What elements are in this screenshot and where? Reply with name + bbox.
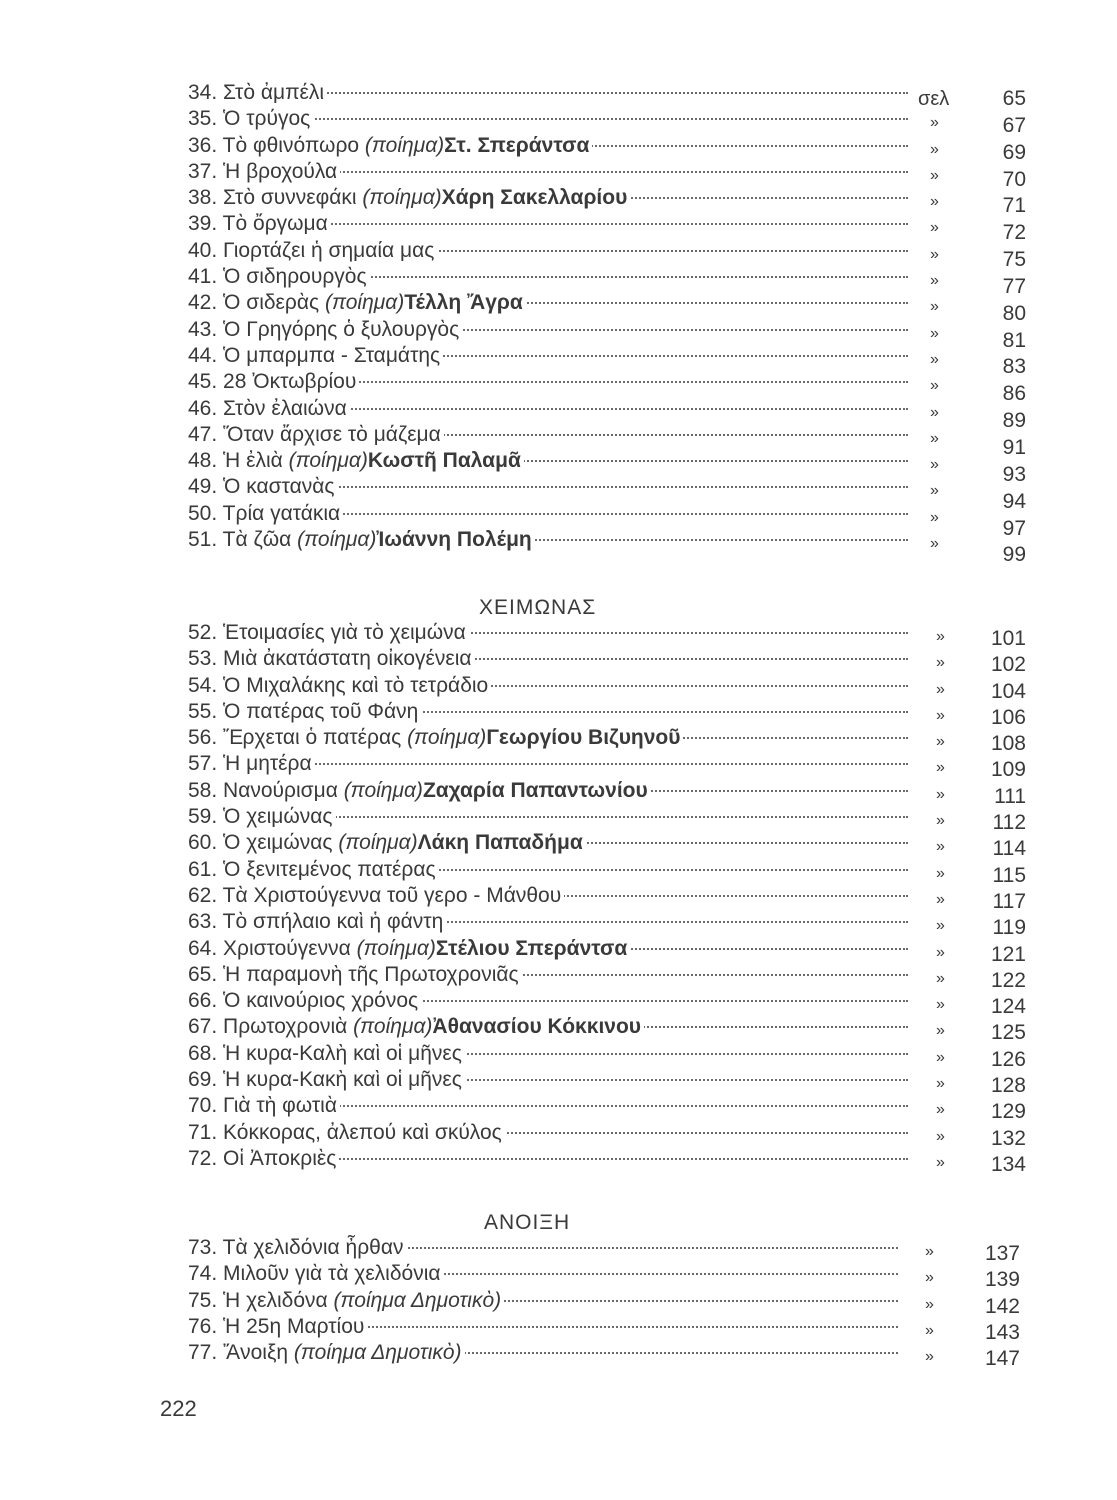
entry-title-text: Κόκκορας, ἀλεπού καὶ σκύλος (223, 1120, 502, 1144)
entry-page-mark: » (936, 759, 945, 777)
entry-number: 38. (188, 186, 218, 210)
entry-title-text: Ὁ Γρηγόρης ὁ ξυλουργὸς (223, 317, 460, 341)
entry-title (188, 185, 630, 211)
entry-number: 75. (188, 1288, 218, 1312)
entry-page-number: 70 (1002, 167, 1026, 191)
entry-title (188, 699, 421, 725)
entry-title-text: Ἡ ἐλιὰ (223, 449, 283, 473)
toc-section-winter (188, 620, 1048, 1176)
entry-title (188, 936, 630, 962)
entry-page-number: 142 (984, 1294, 1020, 1318)
entry-page-number: 112 (992, 811, 1026, 835)
entry-title-text: Ὁ καινούριος χρόνος (223, 989, 419, 1013)
section-header-spring: ΑΝΟΙΞΗ (484, 1211, 571, 1234)
entry-page-mark: » (930, 377, 939, 395)
entry-page-number: 71 (1002, 194, 1026, 218)
entry-note: (ποίημα) (297, 528, 377, 552)
entry-title-text: Τὰ ζῶα (222, 528, 292, 552)
entry-page-mark: » (930, 403, 939, 421)
entry-title (188, 317, 462, 343)
entry-number: 41. (188, 265, 218, 289)
toc-entry (188, 159, 1048, 191)
toc-section-autumn (188, 80, 1048, 567)
toc-entry (188, 1146, 1048, 1176)
entry-page-mark: » (936, 969, 945, 987)
entry-title (188, 396, 350, 422)
entry-page-number: 106 (990, 705, 1026, 729)
entry-page-mark: » (936, 864, 945, 882)
toc-entry (188, 527, 1048, 567)
entry-number: 47. (188, 422, 218, 446)
entry-page-mark: » (925, 1295, 934, 1313)
entry-page-mark: » (936, 1048, 945, 1066)
entry-page-mark: » (936, 785, 945, 803)
entry-page-mark: » (930, 245, 939, 263)
entry-title-text: Ἄνοιξη (223, 1341, 289, 1365)
entry-page-mark: » (936, 1127, 945, 1145)
toc-entry (188, 396, 1048, 433)
entry-title (188, 343, 443, 369)
entry-page-mark: » (930, 193, 939, 211)
entry-title-text: Τὸ ὄργωμα (222, 212, 328, 236)
entry-note: (ποίημα) (353, 1015, 433, 1039)
entry-page-number: 122 (990, 968, 1026, 992)
entry-note: (ποίημα) (343, 778, 423, 802)
entry-page-number: 102 (990, 653, 1026, 677)
toc-entry (188, 751, 1048, 782)
entry-title-text: Ὁ τρύγος (223, 107, 311, 131)
entry-page-mark: » (930, 140, 939, 158)
entry-title (188, 80, 327, 106)
entry-author: Τέλλη Ἄγρα (404, 291, 523, 315)
entry-title-text: Μιὰ ἀκατάστατη οἰκογένεια (223, 647, 472, 671)
toc-list (188, 620, 1048, 1176)
entry-title-text: Ἡ κυρα-Κακὴ καὶ οἱ μῆνες (223, 1068, 462, 1092)
entry-title (188, 1235, 406, 1261)
toc-entry (188, 778, 1048, 808)
entry-title-text: Ὁ χειμώνας (223, 831, 333, 855)
entry-page-number: 134 (990, 1152, 1026, 1176)
entry-title (188, 988, 421, 1014)
entry-title (188, 883, 564, 909)
entry-page-number: 72 (1002, 221, 1026, 245)
entry-author: Κωστῆ Παλαμᾶ (367, 449, 521, 473)
entry-title (188, 1014, 644, 1040)
entry-page-number: 121 (990, 942, 1026, 966)
entry-title (188, 369, 359, 395)
toc-entry (188, 962, 1048, 992)
toc-entry (188, 369, 1048, 406)
entry-title (188, 962, 522, 988)
entry-page-number: 147 (984, 1347, 1020, 1371)
entry-title (188, 1340, 465, 1366)
entry-title (188, 238, 437, 264)
entry-title (188, 751, 315, 777)
entry-title (188, 620, 469, 646)
entry-note: (ποίημα Δημοτικὸ) (333, 1288, 502, 1312)
entry-title (188, 474, 338, 500)
entry-page-number: 117 (992, 889, 1026, 913)
entry-page-number: 65 (1002, 87, 1026, 110)
entry-number: 54. (188, 673, 218, 697)
entry-page-mark: » (930, 166, 939, 184)
entry-page-number: 86 (1002, 382, 1026, 406)
toc-entry (188, 936, 1048, 966)
entry-page-number: 77 (1002, 274, 1026, 298)
entry-page-number: 108 (990, 732, 1026, 756)
entry-note: (ποίημα) (364, 133, 445, 157)
entry-title (188, 1067, 465, 1093)
entry-title-text: Οἱ Ἀποκριὲς (223, 1146, 337, 1170)
entry-page-mark: » (925, 1269, 934, 1287)
toc-entry (188, 699, 1048, 729)
toc-entry (188, 264, 1048, 298)
entry-number: 43. (188, 317, 218, 341)
entry-title (188, 1146, 339, 1172)
entry-title (188, 830, 586, 856)
entry-page-mark: » (936, 943, 945, 961)
entry-number: 64. (188, 936, 218, 960)
entry-page-mark: » (930, 482, 939, 500)
entry-page-number: 125 (990, 1021, 1026, 1045)
entry-page-number: 124 (990, 995, 1026, 1019)
toc-entry (188, 1288, 1048, 1318)
entry-note: (ποίημα) (356, 936, 436, 960)
entry-page-number: 101 (990, 627, 1026, 650)
entry-title (188, 778, 651, 804)
entry-page-mark: » (930, 456, 939, 474)
entry-title (188, 1120, 505, 1146)
entry-page-mark: » (930, 350, 939, 368)
entry-note: (ποίημα) (288, 449, 368, 473)
entry-note: (ποίημα) (407, 726, 487, 750)
entry-title (188, 422, 444, 448)
entry-number: 37. (188, 159, 218, 183)
entry-page-number: 114 (992, 837, 1026, 861)
entry-note: (ποίημα) (362, 186, 442, 210)
toc-entry (188, 909, 1048, 940)
entry-page-mark: » (936, 917, 945, 935)
entry-title (188, 448, 524, 474)
entry-page-mark: » (925, 1321, 934, 1339)
entry-title-text: Πρωτοχρονιὰ (223, 1015, 348, 1039)
toc-entry (188, 988, 1048, 1019)
entry-page-mark: » (930, 324, 939, 342)
entry-title-text: Ὁ σιδερὰς (223, 291, 320, 315)
entry-page-number: 109 (990, 758, 1026, 782)
toc-entry (188, 857, 1048, 887)
entry-page-number: 128 (990, 1074, 1026, 1098)
entry-author: Στ. Σπεράντσα (444, 133, 590, 157)
entry-title (188, 804, 336, 830)
entry-number: 59. (188, 805, 218, 829)
entry-title-text: Ὁ Μιχαλάκης καὶ τὸ τετράδιο (223, 673, 489, 697)
toc-entry (188, 80, 1048, 110)
entry-author: Λάκη Παπαδήμα (417, 831, 583, 855)
entry-title-text: Νανούρισμα (223, 778, 338, 802)
toc-entry (188, 620, 1048, 650)
entry-title-text: Ὅταν ἄρχισε τὸ μάζεμα (223, 422, 441, 446)
entry-title-text: Ἡ χελιδόνα (223, 1288, 328, 1312)
entry-title (188, 527, 535, 553)
entry-page-number: 89 (1002, 409, 1026, 433)
toc-entry (188, 290, 1048, 325)
entry-number: 53. (188, 647, 218, 671)
entry-title-text: Ὁ καστανὰς (223, 475, 335, 499)
entry-number: 73. (188, 1236, 218, 1259)
entry-page-number: 143 (984, 1320, 1020, 1344)
entry-page-number: 99 (1002, 543, 1026, 567)
entry-title-text: Χριστούγεννα (223, 936, 351, 960)
entry-number: 40. (188, 238, 218, 262)
entry-number: 71. (188, 1120, 218, 1144)
entry-page-mark: » (930, 298, 939, 316)
entry-title-text: Τὸ σπήλαιο καὶ ἡ φάντη (222, 910, 444, 934)
entry-title-text: Ἡ παραμονὴ τῆς Πρωτοχρονιᾶς (223, 962, 519, 986)
entry-title-text: Ὁ χειμώνας (223, 805, 333, 829)
entry-page-number: 132 (990, 1126, 1026, 1150)
entry-number: 48. (188, 449, 218, 473)
entry-page-mark: » (936, 996, 945, 1014)
entry-page-number: 81 (1002, 328, 1026, 352)
entry-page-number: 126 (990, 1047, 1026, 1071)
entry-page-mark: » (936, 654, 945, 672)
entry-author: Στέλιου Σπεράντσα (435, 936, 628, 960)
entry-page-number: 91 (1002, 436, 1026, 459)
entry-title-text: Ἔρχεται ὁ πατέρας (223, 726, 402, 750)
toc-entry (188, 883, 1048, 913)
entry-note: (ποίημα Δημοτικὸ) (293, 1341, 462, 1365)
toc-entry (188, 1041, 1048, 1071)
toc-entry (188, 185, 1048, 218)
entry-title (188, 159, 340, 185)
entry-number: 62. (188, 883, 218, 907)
entry-number: 34. (188, 81, 218, 104)
entry-number: 66. (188, 989, 218, 1013)
entry-title (188, 211, 331, 237)
entry-title (188, 1093, 340, 1119)
toc-entry (188, 1093, 1048, 1124)
entry-page-mark: » (930, 219, 939, 237)
toc-entry (188, 725, 1048, 756)
entry-title-text: Τρία γατάκια (222, 501, 341, 525)
entry-title-text: Ὁ πατέρας τοῦ Φάνη (223, 699, 419, 723)
toc-entry (188, 646, 1048, 677)
entry-title (188, 857, 439, 883)
entry-page-mark: » (936, 1022, 945, 1040)
entry-title (188, 725, 683, 751)
entry-number: 44. (188, 343, 218, 367)
entry-page-mark: » (936, 628, 945, 645)
entry-page-number: 104 (990, 679, 1026, 703)
entry-page-mark: » (936, 680, 945, 698)
entry-page-mark: σελ (918, 88, 950, 110)
entry-page-mark: » (936, 1153, 945, 1171)
entry-number: 77. (188, 1341, 218, 1365)
toc-entry (188, 238, 1048, 272)
entry-title-text: 28 Ὀκτωβρίου (223, 370, 357, 394)
entry-number: 42. (188, 291, 218, 315)
entry-number: 69. (188, 1068, 218, 1092)
entry-number: 63. (188, 910, 218, 934)
entry-title-text: Στὸ ἀμπέλι (223, 81, 325, 104)
entry-title (188, 106, 313, 132)
entry-title-text: Ἡ βροχούλα (223, 159, 338, 183)
entry-title-text: Γιορτάζει ἡ σημαία μας (223, 238, 435, 262)
entry-page-number: 80 (1002, 301, 1026, 325)
entry-title-text: Ἑτοιμασίες γιὰ τὸ χειμώνα (223, 621, 466, 644)
entry-page-mark: » (930, 272, 939, 290)
entry-number: 49. (188, 475, 218, 499)
page-number: 222 (160, 1396, 197, 1421)
entry-page-number: 115 (992, 863, 1026, 887)
entry-number: 57. (188, 752, 218, 776)
entry-title (188, 133, 592, 159)
entry-title-text: Ὁ μπαρμπα - Σταμάτης (223, 343, 441, 367)
toc-entry (188, 1235, 1048, 1265)
entry-page-mark: » (930, 535, 939, 553)
entry-number: 56. (188, 726, 218, 750)
toc-section-spring (188, 1235, 1048, 1371)
entry-page-mark: » (925, 1348, 934, 1366)
entry-page-mark: » (930, 508, 939, 526)
toc-entry (188, 448, 1048, 486)
entry-title (188, 673, 491, 699)
toc-entry (188, 1120, 1048, 1150)
entry-number: 68. (188, 1041, 218, 1065)
entry-title-text: Γιὰ τὴ φωτιὰ (223, 1094, 337, 1118)
toc-entry (188, 211, 1048, 245)
entry-number: 50. (188, 501, 218, 525)
entry-author: Ἀθανασίου Κόκκινου (432, 1015, 642, 1039)
entry-page-number: 139 (984, 1268, 1020, 1292)
entry-author: Γεωργίου Βιζυηνοῦ (486, 726, 681, 750)
entry-title (188, 290, 526, 316)
toc-entry (188, 1340, 1048, 1371)
entry-title-text: Στὸ συννεφάκι (223, 186, 357, 210)
entry-title-text: Ἡ κυρα-Καλὴ καὶ οἱ μῆνες (223, 1041, 462, 1065)
entry-number: 72. (188, 1146, 218, 1170)
entry-title-text: Στὸν ἐλαιώνα (223, 396, 347, 420)
entry-title (188, 909, 446, 935)
entry-title-text: Ὁ ξενιτεμένος πατέρας (223, 857, 436, 881)
entry-page-number: 119 (992, 916, 1026, 940)
entry-page-number: 137 (984, 1242, 1020, 1265)
entry-page-mark: » (936, 1101, 945, 1119)
entry-page-mark: » (936, 1075, 945, 1093)
toc-entry (188, 317, 1048, 352)
entry-title-text: Ὁ σιδηρουργὸς (223, 265, 367, 289)
toc-entry (188, 422, 1048, 459)
toc-entry (188, 343, 1048, 379)
entry-number: 74. (188, 1262, 218, 1286)
toc-entry (188, 1014, 1048, 1045)
toc-entry (188, 1314, 1048, 1344)
section-header-winter: ΧΕΙΜΩΝΑΣ (479, 596, 597, 619)
entry-page-number: 111 (994, 784, 1026, 808)
entry-page-number: 97 (1002, 516, 1026, 540)
entry-number: 58. (188, 778, 218, 802)
toc-entry (188, 1067, 1048, 1098)
entry-number: 52. (188, 621, 218, 644)
entry-title (188, 1041, 465, 1067)
entry-page-mark: » (925, 1243, 934, 1260)
entry-title (188, 264, 370, 290)
entry-number: 76. (188, 1314, 218, 1338)
entry-number: 70. (188, 1094, 218, 1118)
entry-page-number: 129 (990, 1100, 1026, 1124)
entry-page-mark: » (936, 812, 945, 830)
entry-number: 36. (188, 133, 218, 157)
toc-list (188, 80, 1048, 567)
entry-page-number: 93 (1002, 462, 1026, 486)
entry-title (188, 1261, 444, 1287)
entry-number: 46. (188, 396, 218, 420)
entry-number: 65. (188, 962, 218, 986)
entry-note: (ποίημα) (338, 831, 418, 855)
entry-title-text: Τὸ φθινόπωρο (222, 133, 360, 157)
entry-title (188, 1288, 504, 1314)
entry-title (188, 1314, 367, 1340)
entry-author: Ἰωάννη Πολέμη (376, 528, 532, 552)
entry-page-mark: » (936, 890, 945, 908)
toc-entry (188, 830, 1048, 861)
entry-title-text: Ἡ 25η Μαρτίου (223, 1314, 365, 1338)
entry-number: 51. (188, 528, 218, 552)
entry-number: 61. (188, 857, 218, 881)
entry-number: 39. (188, 212, 218, 236)
entry-number: 45. (188, 370, 218, 394)
entry-number: 55. (188, 699, 218, 723)
entry-title (188, 646, 475, 672)
entry-page-mark: » (930, 114, 939, 132)
entry-title-text: Μιλοῦν γιὰ τὰ χελιδόνια (223, 1262, 441, 1286)
entry-page-number: 75 (1002, 248, 1026, 272)
entry-page-number: 69 (1002, 140, 1026, 164)
toc-list (188, 1235, 1048, 1371)
entry-number: 60. (188, 831, 218, 855)
toc-entry (188, 673, 1048, 703)
entry-title-text: Ἡ μητέρα (223, 752, 312, 776)
entry-page-number: 83 (1002, 355, 1026, 379)
toc-entry (188, 804, 1048, 835)
entry-title (188, 501, 343, 527)
entry-title-text: Τὰ χελιδόνια ἦρθαν (222, 1236, 404, 1259)
entry-author: Ζαχαρία Παπαντωνίου (422, 778, 648, 802)
toc-entry (188, 133, 1048, 164)
entry-page-mark: » (936, 838, 945, 856)
entry-page-number: 94 (1002, 489, 1026, 513)
entry-title-text: Τὰ Χριστούγεννα τοῦ γερο - Μάνθου (222, 883, 562, 907)
entry-page-number: 67 (1002, 113, 1026, 137)
entry-note: (ποίημα) (324, 291, 405, 315)
entry-page-mark: » (936, 706, 945, 724)
entry-number: 35. (188, 107, 218, 131)
entry-author: Χάρη Σακελλαρίου (441, 186, 628, 210)
entry-page-mark: » (930, 429, 939, 447)
entry-page-mark: » (936, 733, 945, 751)
entry-number: 67. (188, 1015, 218, 1039)
toc-entry (188, 1261, 1048, 1292)
